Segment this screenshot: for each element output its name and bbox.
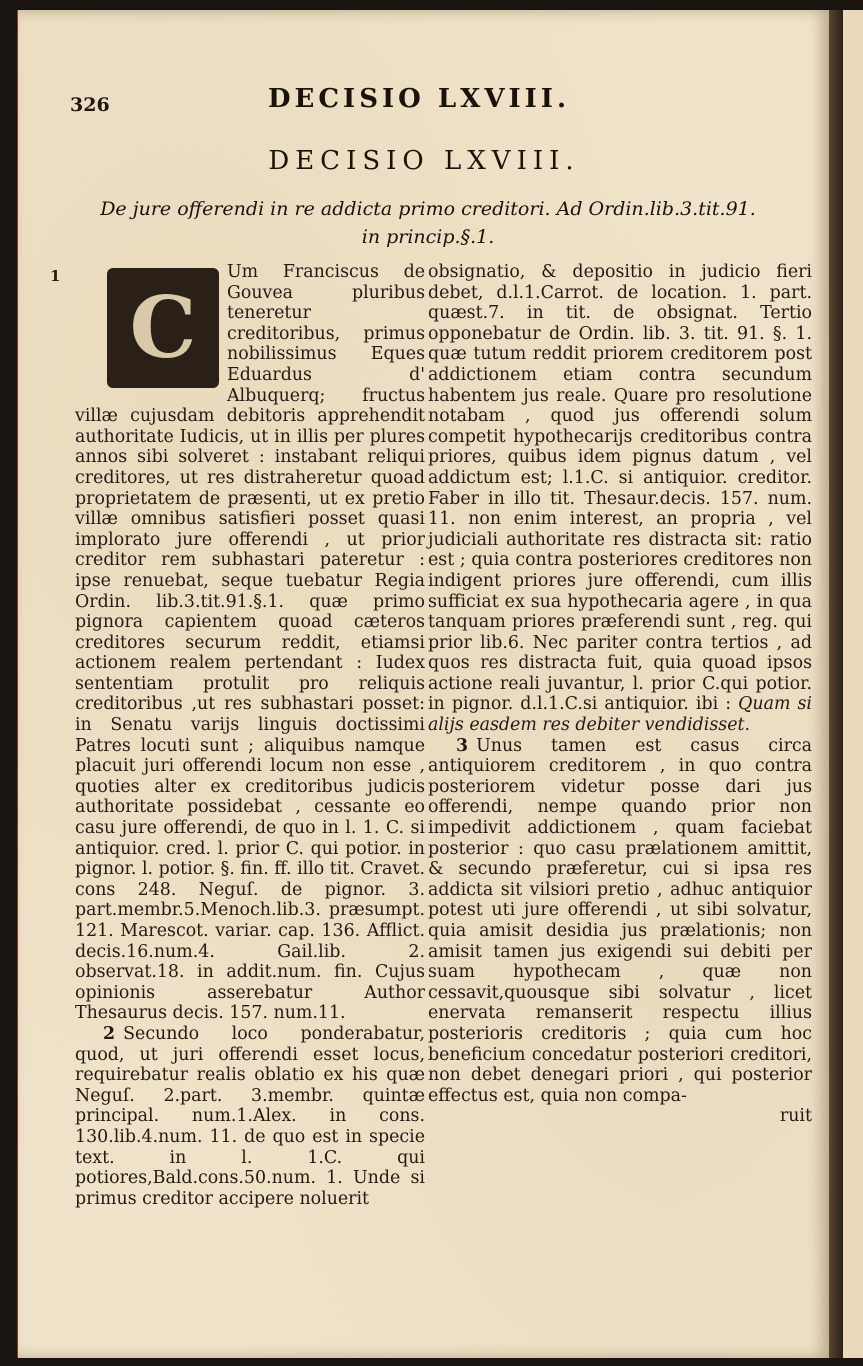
page-number: 326: [70, 94, 110, 116]
left-column: [50, 262, 425, 1209]
running-title: DECISIO LXVIII.: [268, 84, 571, 114]
paragraph-continued-text: obsignatio, & depositio in judicio fieri debet, d.l.1.Carrot. de location. 1. part. quæst.7. in tit. de obsignat. Tertio opponebatur de Ordin. lib. 3. tit. 91. §. 1. quæ tutum reddit priorem creditorem post addictionem etiam contra secundum habentem jus reale. Quare pro resolutione notabam , quod jus offerendi solum competit hypothecarijs creditoribus contra priores, quibus idem pignus datum , vel addictum est; l.1.C. si antiquior. creditor. Faber in illo tit. Thesaur.decis. 157. num. 11. non enim interest, an propria , vel judiciali authoritate res distracta sit: ratio est ; quia contra posteriores creditores non indigent priores jure offerendi, cum illis sufficiat ex sua hypothecaria agere , in qua tanquam priores præferendi sunt , reg. qui prior lib.6. Nec pariter contra tertios , ad quos res distracta fuit, quia quoad ipsos actione reali juvantur, l. prior C.qui potior. in pignor. d.l.1.C.si antiquior. ibi :: [428, 262, 812, 715]
subtitle-line-2: in princip.§.1.: [361, 226, 495, 248]
decision-subtitle: [78, 195, 778, 251]
right-column: [428, 262, 812, 1127]
book-page: [17, 10, 830, 1358]
paragraph-2: [75, 1024, 425, 1209]
margin-number: 1: [50, 267, 61, 285]
italic-quote: Quam si alijs easdem res debiter vendidisset.: [428, 694, 812, 736]
facing-page-edge: [843, 10, 863, 1358]
paragraph-number: 2: [103, 1023, 116, 1044]
paragraph-1: [50, 262, 425, 1024]
paragraph-number: 3: [456, 735, 469, 756]
paragraph-1-text: Um Franciscus de Gouvea pluribus teneretur creditoribus, primus nobilissimus Eques Eduardus d' Albuquerq; fructus villæ cujusdam debitoris apprehendit authoritate Iudicis, ut in illis per plures annos sibi solveret : instabant reliqui creditores, ut res distraheretur quoad proprietatem de præsenti, ut ex pretio villæ omnibus satisfieri posset quasi implorato jure offerendi , ut prior creditor rem subhastari pateretur : ipse renuebat, seque tuebatur Regia Ordin. lib.3.tit.91.§.1. quæ primo pignora capientem quoad cæteros creditores securum reddit, etiamsi actionem realem pertendant : Iudex sententiam protulit pro reliquis creditoribus ,ut res subhastari posset: in Senatu varijs linguis doctissimi Patres locuti sunt ; aliquibus namque placuit juri offerendi locum non esse , quoties alter ex creditoribus judicis authoritate possidebat , cessante eo casu jure offerendi, de quo in l. 1. C. si antiquior. cred. l. prior C. qui potior. in pignor. l. potior. §. fin. ff. illo tit. Cravet. cons 248. Neguſ. de pignor. 3. part.membr.5.Menoch.lib.3. præsumpt. 121. Marescot. variar. cap. 136. Afflict. decis.16.num.4. Gail.lib. 2. observat.18. in addit.num. fin. Cujus opinionis asserebatur Author Thesaurus decis. 157. num.11.: [75, 262, 425, 1024]
paragraph-3: [428, 736, 812, 1127]
book-gutter: [829, 10, 843, 1358]
decorated-initial: [107, 268, 219, 388]
paragraph-continued: [428, 262, 812, 736]
paragraph-2-text: Secundo loco ponderabatur, quod, ut juri offerendi esset locus, requirebatur realis oblatio ex his quæ Neguſ. 2.part. 3.membr. quintæ principal. num.1.Alex. in cons. 130.lib.4.num. 11. de quo est in specie text. in l. 1.C. qui potiores,Bald.cons.50.num. 1. Unde si primus creditor accipere noluerit: [75, 1023, 425, 1209]
catchword: ruit: [779, 1106, 812, 1127]
paragraph-3-text: Unus tamen est casus circa antiquiorem creditorem , in quo contra posteriorem videtur posse dari jus offerendi, nempe quando prior non impedivit addictionem , quam faciebat posterior : quo casu prælationem amittit, & secundo præferetur, cui si ipsa res addicta sit vilsiori pretio , adhuc antiquior potest uti jure offerendi , ut sibi solvatur, quia amisit desidia jus prælationis; non amisit tamen jus exigendi sui debiti per suam hypothecam , quæ non cessavit,quousque sibi solvatur , licet enervata remanserit respectu illius posterioris creditoris ; quia cum hoc beneficium concedatur posteriori creditori, non debet denegari priori , qui posterior effectus est, quia non compa-: [428, 735, 812, 1106]
floral-initial-icon: C: [107, 268, 219, 388]
decision-title: DECISIO LXVIII.: [268, 146, 580, 176]
subtitle-line-1: De jure offerendi in re addicta primo creditori. Ad Ordin.lib.3.tit.91.: [100, 198, 756, 220]
